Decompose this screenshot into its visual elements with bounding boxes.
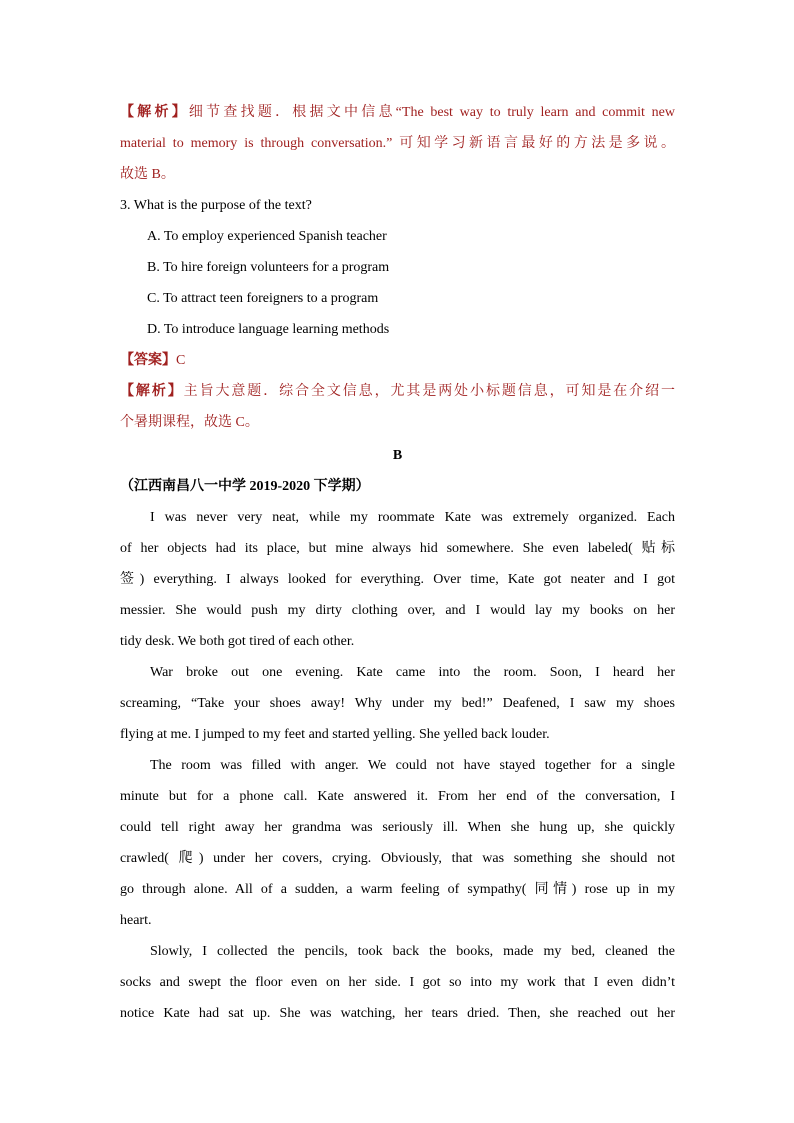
analysis-q2 <box>120 97 675 190</box>
passage-line: notice Kate had sat up. She was watching, her tears dried. Then, she reached out her <box>120 1006 675 1021</box>
question-3-option-c: C. To attract teen foreigners to a program <box>147 291 379 306</box>
question-3-option-d: D. To introduce language learning methods <box>147 322 390 337</box>
passage-line: socks and swept the floor even on her side. I got so into my work that I even didn’t <box>120 975 675 990</box>
question-3 <box>120 190 675 438</box>
passage-line: minute but for a phone call. Kate answered it. From her end of the conversation, I <box>120 789 675 804</box>
answer-value: C <box>176 353 186 368</box>
question-3-answer <box>120 345 675 376</box>
passage-line: I was never very neat, while my roommate Kate was extremely organized. Each <box>150 510 675 525</box>
question-3-analysis-line-1 <box>120 376 675 407</box>
passage-line: 签) everything. I always looked for everything. Over time, Kate got neater and I got <box>120 572 675 587</box>
passage-line: War broke out one evening. Kate came into the room. Soon, I heard her <box>150 665 675 680</box>
passage-line: go through alone. All of a sudden, a warm feeling of sympathy( 同情) rose up in my <box>120 882 675 897</box>
question-3-analysis-line-2: 个暑期课程，故选 C。 <box>120 415 259 430</box>
passage-paragraph-4 <box>120 936 675 1029</box>
question-3-option-a: A. To employ experienced Spanish teacher <box>147 229 387 244</box>
section-heading <box>120 440 675 502</box>
passage-line: could tell right away her grandma was seriously ill. When she hung up, she quickly <box>120 820 675 835</box>
passage-paragraph-3 <box>120 750 675 936</box>
analysis-q2-tag: 【解析】 <box>120 105 189 120</box>
section-source: （江西南昌八一中学 2019-2020 下学期） <box>120 479 370 494</box>
passage-line: of her objects had its place, but mine always hid somewhere. She even labeled( 贴标 <box>120 541 675 556</box>
passage-paragraph-1 <box>120 502 675 657</box>
analysis-q3-tag: 【解析】 <box>120 384 184 399</box>
passage-line: heart. <box>120 913 152 928</box>
passage-line: screaming, “Take your shoes away! Why under my bed!” Deafened, I saw my shoes <box>120 696 675 711</box>
analysis-q3-text: 主旨大意题．综合全文信息，尤其是两处小标题信息，可知是在介绍一 <box>183 384 676 399</box>
analysis-q2-text: 细节查找题．根据文中信息“The best way to truly learn and commit new <box>188 105 675 120</box>
passage-line: crawled( 爬) under her covers, crying. Obviously, that was something she should not <box>120 851 675 866</box>
passage-line: tidy desk. We both got tired of each other. <box>120 634 355 649</box>
analysis-q2-line-1 <box>120 97 675 128</box>
passage-line: Slowly, I collected the pencils, took back the books, made my bed, cleaned the <box>150 944 675 959</box>
passage-paragraph-2 <box>120 657 675 750</box>
question-3-stem: 3. What is the purpose of the text? <box>120 198 312 213</box>
section-letter: B <box>392 448 403 463</box>
passage <box>120 502 675 1029</box>
passage-line: flying at me. I jumped to my feet and started yelling. She yelled back louder. <box>120 727 550 742</box>
analysis-q2-line-2: material to memory is through conversation.” 可知学习新语言最好的方法是多说。 <box>120 136 675 151</box>
answer-tag: 【答案】 <box>120 353 176 368</box>
question-3-option-b: B. To hire foreign volunteers for a program <box>147 260 390 275</box>
passage-line: messier. She would push my dirty clothing over, and I would lay my books on her <box>120 603 675 618</box>
passage-line: The room was filled with anger. We could not have stayed together for a single <box>150 758 675 773</box>
analysis-q2-line-3: 故选 B。 <box>120 167 175 182</box>
